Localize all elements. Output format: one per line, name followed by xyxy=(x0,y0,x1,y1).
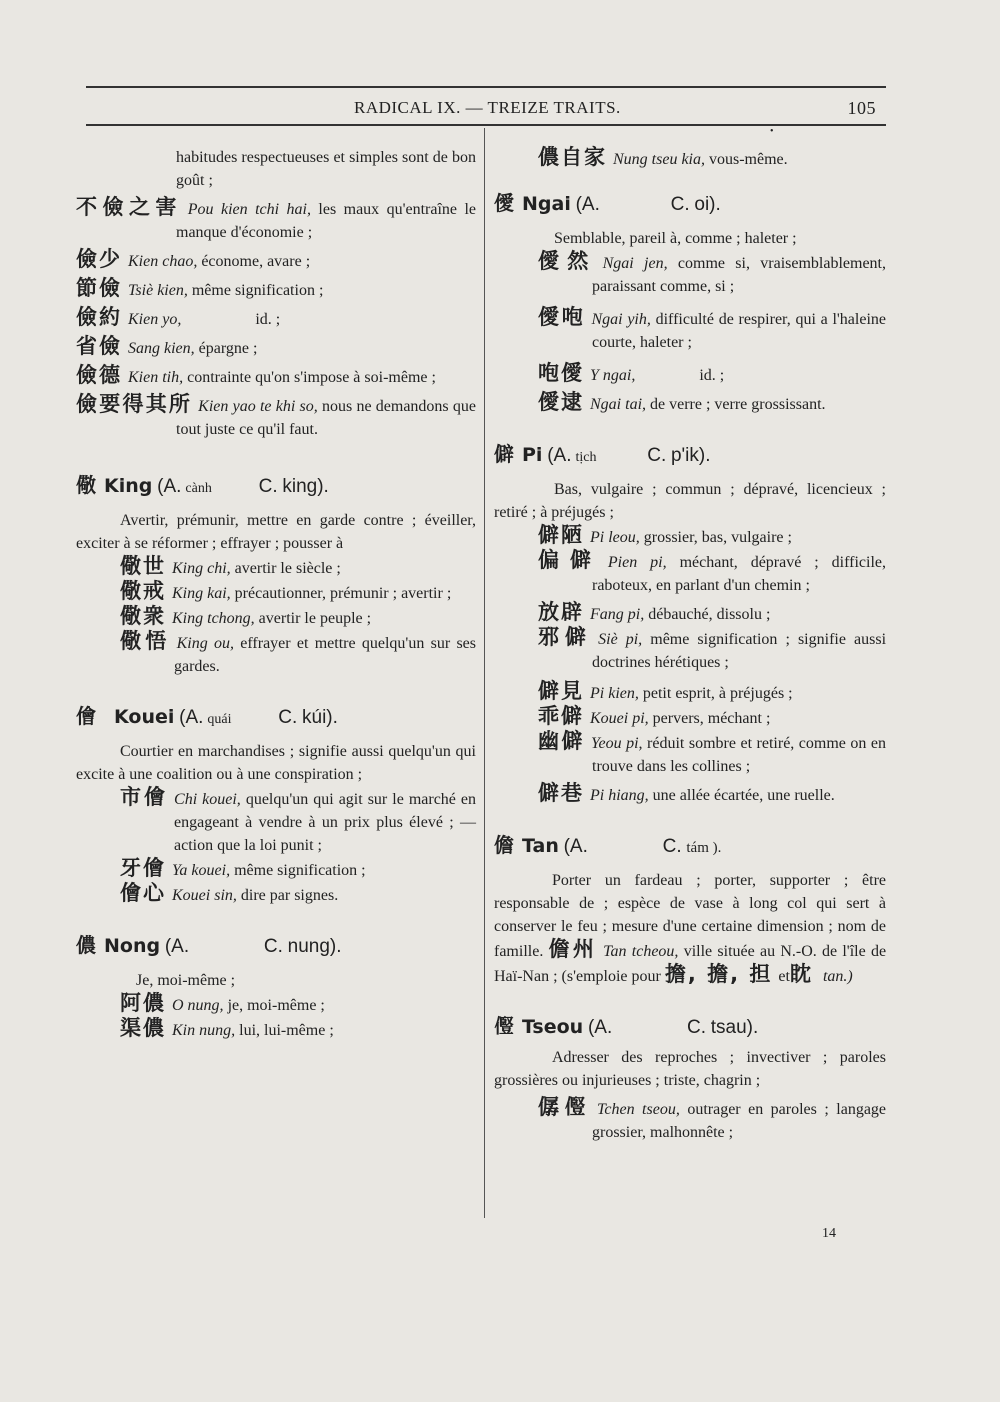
sub-entry xyxy=(494,782,886,807)
gloss: difficulté de respirer, qui a l'haleine courte, haleter ; xyxy=(592,311,887,351)
chinese-term: 儉約 xyxy=(76,305,122,329)
romanization: Siè pi, xyxy=(598,631,643,648)
annamite-reading: quái xyxy=(207,712,232,727)
chinese-term: 不儉之害 xyxy=(76,195,182,219)
romanization: Pien pi, xyxy=(607,554,667,571)
header-bottom-rule xyxy=(86,124,886,126)
gloss: avertir le peuple ; xyxy=(258,610,372,627)
signature-folio: 14 xyxy=(822,1226,836,1241)
romanization: Kin nung, xyxy=(172,1022,236,1039)
chinese-term: 僝𠐊 xyxy=(538,1095,591,1119)
headword-character: 儆 xyxy=(76,473,98,497)
definition-text: et xyxy=(778,968,790,985)
headword: Ngai xyxy=(522,193,571,215)
definition: Avertir, prémunir, mettre en garde contre ; éveiller, exciter à se réformer ; effrayer ; pousser à xyxy=(76,512,476,552)
gloss: effrayer et mettre quelqu'un sur ses gardes. xyxy=(174,635,477,675)
headword: King xyxy=(104,475,153,497)
romanization: Pi hiang, xyxy=(590,787,649,804)
romanization: Kien chao, xyxy=(128,253,198,270)
cantonese-reading: oi). xyxy=(694,194,721,215)
chinese-term: 儆悟 xyxy=(120,629,171,653)
cantonese-label: C. xyxy=(670,194,690,215)
gloss: même signification ; xyxy=(191,282,324,299)
chinese-term: 僾咆 xyxy=(538,305,586,329)
sub-entry xyxy=(76,857,476,882)
chinese-term: 僾逮 xyxy=(538,390,584,414)
chinese-term: 渠儂 xyxy=(120,1016,166,1040)
gloss: avertir le siècle ; xyxy=(234,560,341,577)
annamite-label: (A. xyxy=(587,1017,613,1038)
sub-entry xyxy=(494,306,886,354)
cantonese-reading: tsau). xyxy=(710,1017,759,1038)
romanization: Kien yao te khi so, xyxy=(198,398,318,415)
sub-entry xyxy=(494,680,886,705)
sub-entry xyxy=(76,580,476,605)
header-top-rule xyxy=(86,86,886,88)
headword-character: 儈 xyxy=(76,704,98,728)
gloss: petit esprit, à préjugés ; xyxy=(642,685,793,702)
gloss: pervers, méchant ; xyxy=(652,710,771,727)
chinese-term: 阿儂 xyxy=(120,991,166,1015)
left-column xyxy=(76,146,476,1042)
sub-entry xyxy=(494,524,886,549)
continuation-entry xyxy=(494,146,886,171)
gloss: id. ; xyxy=(255,311,281,328)
romanization: Yeou pi, xyxy=(591,735,643,752)
chinese-term: 儉少 xyxy=(76,247,122,271)
sub-entry xyxy=(76,196,476,244)
romanization: Y ngai, xyxy=(590,367,636,384)
chinese-term: 眈 xyxy=(789,962,813,986)
right-column xyxy=(494,146,886,1144)
chinese-term: 儋州 xyxy=(548,937,598,961)
gloss: nous ne demandons que tout juste ce qu'il faut. xyxy=(176,398,476,438)
romanization: Tchen tseou, xyxy=(596,1101,680,1118)
romanization: Pi leou, xyxy=(590,529,640,546)
entry-heading xyxy=(76,471,476,503)
gloss: quelqu'un qui agit sur le marché en engageant à vendre à un prix plus élevé ; — action que la loi punit ; xyxy=(174,791,477,854)
entry-heading xyxy=(76,931,476,963)
sub-entry xyxy=(76,555,476,580)
annamite-reading: cành xyxy=(185,481,212,496)
gloss: dire par signes. xyxy=(240,887,339,904)
sub-entry xyxy=(76,605,476,630)
sub-entry xyxy=(494,549,886,597)
cantonese-label: C. xyxy=(647,445,667,466)
sub-entry xyxy=(76,630,476,678)
definition: Je, moi-même ; xyxy=(136,972,236,989)
text: habitudes respectueuses et simples sont de bon goût ; xyxy=(176,149,476,189)
chinese-term: 放辟 xyxy=(538,600,584,624)
definition xyxy=(494,869,886,988)
entry-heading xyxy=(494,1012,886,1044)
romanization: Tsiè kien, xyxy=(128,282,188,299)
sub-entry xyxy=(76,248,476,273)
chinese-term: 幽僻 xyxy=(538,729,586,753)
chinese-term: 儆戒 xyxy=(120,579,166,603)
romanization: O nung, xyxy=(172,997,224,1014)
chinese-term: 擔, 擔, 担 xyxy=(664,962,773,986)
definition: Courtier en marchandises ; signifie aussi quelqu'un qui excite à une coalition ou à une conspiration ; xyxy=(76,743,476,783)
romanization: King chi, xyxy=(172,560,231,577)
entry-heading xyxy=(494,831,886,863)
chinese-term: 僻巷 xyxy=(538,781,584,805)
gloss: outrager en paroles ; langage grossier, malhonnête ; xyxy=(592,1101,887,1141)
definition-text: ville située au N.-O. de l'île de Haï-Nan ; (s'emploie pour xyxy=(494,943,887,985)
gloss: même signification ; signifie aussi doctrines hérétiques ; xyxy=(592,631,887,671)
headword: Pi xyxy=(522,444,543,466)
romanization: Fang pi, xyxy=(590,606,645,623)
sub-entry xyxy=(494,626,886,674)
gloss: vous-même. xyxy=(709,151,788,168)
chinese-term: 儆世 xyxy=(120,554,166,578)
annamite-label: (A. xyxy=(563,836,588,857)
cantonese-label: C. xyxy=(662,836,682,857)
gloss: même signification ; xyxy=(234,862,366,879)
sub-entry xyxy=(494,1096,886,1144)
romanization: Ngai jen, xyxy=(602,255,668,272)
romanization: King ou, xyxy=(176,635,234,652)
gloss: les maux qu'entraîne le manque d'économie ; xyxy=(176,201,477,241)
chinese-term: 牙儈 xyxy=(120,856,166,880)
chinese-term: 儂自家 xyxy=(538,145,607,169)
cantonese-label: C. xyxy=(687,1017,706,1038)
chinese-term: 乖僻 xyxy=(538,704,584,728)
entry-heading xyxy=(494,189,886,221)
sub-entry xyxy=(76,1017,476,1042)
definition: Adresser des reproches ; invectiver ; paroles grossières ou injurieuses ; triste, chagrin ; xyxy=(494,1049,886,1089)
headword-character: 儂 xyxy=(76,933,98,957)
gloss: contrainte qu'on s'impose à soi-même ; xyxy=(187,369,436,386)
chinese-term: 邪僻 xyxy=(538,625,593,649)
cantonese-label: C. xyxy=(258,476,278,497)
chinese-term: 市儈 xyxy=(120,785,169,809)
chinese-term: 省儉 xyxy=(76,334,122,358)
romanization: Nung tseu kia, xyxy=(613,151,705,168)
gloss: précautionner, prémunir ; avertir ; xyxy=(234,585,452,602)
running-title: RADICAL IX. — TREIZE TRAITS. xyxy=(354,98,621,117)
cantonese-reading: p'ik). xyxy=(670,445,711,466)
chinese-term: 儆衆 xyxy=(120,604,166,628)
romanization: tan.) xyxy=(822,968,853,985)
cantonese-reading: nung). xyxy=(287,936,342,957)
sub-entry xyxy=(494,250,886,298)
headword: Nong xyxy=(104,935,161,957)
definition: Semblable, pareil à, comme ; haleter ; xyxy=(554,230,797,247)
gloss: méchant, dépravé ; difficile, raboteux, en parlant d'un chemin ; xyxy=(592,554,887,594)
headword-character: 僾 xyxy=(494,191,516,215)
gloss: débauché, dissolu ; xyxy=(648,606,771,623)
romanization: King kai, xyxy=(172,585,231,602)
entry-heading xyxy=(494,440,886,472)
sub-entry xyxy=(494,391,886,416)
sub-entry xyxy=(76,992,476,1017)
headword-character: 𠐊 xyxy=(494,1014,516,1038)
cantonese-label: C. xyxy=(278,707,298,728)
gloss: une allée écartée, une ruelle. xyxy=(652,787,835,804)
cantonese-label: C. xyxy=(263,936,283,957)
column-separator xyxy=(484,128,485,1218)
sub-entry xyxy=(76,393,476,441)
romanization: Pi kien, xyxy=(590,685,639,702)
sub-entry xyxy=(494,601,886,626)
chinese-term: 僾然 xyxy=(538,249,597,273)
gloss: comme si, vraisemblablement, paraissant comme, si ; xyxy=(592,255,886,295)
chinese-term: 偏僻 xyxy=(538,548,602,572)
headword-character: 僻 xyxy=(494,442,516,466)
definition: Bas, vulgaire ; commun ; dépravé, licencieux ; retiré ; à préjugés ; xyxy=(494,481,886,521)
headword-character: 儋 xyxy=(494,833,516,857)
continuation-text xyxy=(76,146,476,192)
sub-entry xyxy=(76,786,476,857)
sub-entry xyxy=(494,730,886,778)
sub-entry xyxy=(76,277,476,302)
annamite-label: (A. xyxy=(157,476,182,497)
romanization: Ngai yih, xyxy=(591,311,651,328)
gloss: épargne ; xyxy=(198,340,258,357)
gloss: lui, lui-même ; xyxy=(239,1022,334,1039)
running-header xyxy=(86,94,886,124)
headword: Tan xyxy=(522,835,559,857)
sub-entry xyxy=(76,335,476,360)
romanization: Ngai tai, xyxy=(590,396,647,413)
headword: Tseou xyxy=(522,1016,584,1038)
romanization: Kien tih, xyxy=(128,369,184,386)
gloss: de verre ; verre grossissant. xyxy=(650,396,826,413)
entry-heading xyxy=(76,702,476,734)
annamite-label: (A. xyxy=(179,707,204,728)
romanization: King tchong, xyxy=(172,610,255,627)
annamite-label: (A. xyxy=(575,194,600,215)
romanization: Chi kouei, xyxy=(174,791,241,808)
chinese-term: 儉要得其所 xyxy=(76,392,193,416)
romanization: Sang kien, xyxy=(128,340,195,357)
sub-entry xyxy=(76,882,476,907)
headword: Kouei xyxy=(114,706,175,728)
chinese-term: 儉德 xyxy=(76,363,122,387)
annamite-label: (A. xyxy=(547,445,572,466)
sub-entry xyxy=(494,705,886,730)
annamite-reading: tịch xyxy=(575,450,597,465)
cantonese-reading: kúi). xyxy=(302,707,338,728)
printer-dot: • xyxy=(770,126,774,137)
page-number: 105 xyxy=(847,98,876,118)
gloss: id. ; xyxy=(699,367,725,384)
chinese-term: 僻見 xyxy=(538,679,584,703)
chinese-term: 儈心 xyxy=(120,881,166,905)
romanization: Kien yo, xyxy=(128,311,182,328)
annamite-label: (A. xyxy=(164,936,190,957)
romanization: Pou kien tchi hai, xyxy=(187,201,311,218)
romanization: Tan tcheou, xyxy=(603,943,679,960)
chinese-term: 咆僾 xyxy=(538,361,584,385)
romanization: Ya kouei, xyxy=(172,862,231,879)
cantonese-reading: tám ). xyxy=(686,840,722,856)
chinese-term: 僻陋 xyxy=(538,523,584,547)
sub-entry xyxy=(494,362,886,387)
sub-entry xyxy=(76,364,476,389)
gloss: grossier, bas, vulgaire ; xyxy=(643,529,792,546)
chinese-term: 節儉 xyxy=(76,276,122,300)
romanization: Kouei pi, xyxy=(590,710,649,727)
romanization: Kouei sin, xyxy=(172,887,237,904)
sub-entry xyxy=(76,306,476,331)
definition-text: Porter un fardeau ; porter, supporter ; être responsable de ; espèce de vase à long col qui sert à conserver le feu ; mesure d'une certaine dimension ; nom de famille. xyxy=(494,872,886,960)
gloss: je, moi-même ; xyxy=(227,997,325,1014)
gloss: économe, avare ; xyxy=(201,253,311,270)
cantonese-reading: king). xyxy=(282,476,329,497)
gloss: réduit sombre et retiré, comme on en trouve dans les collines ; xyxy=(592,735,887,775)
